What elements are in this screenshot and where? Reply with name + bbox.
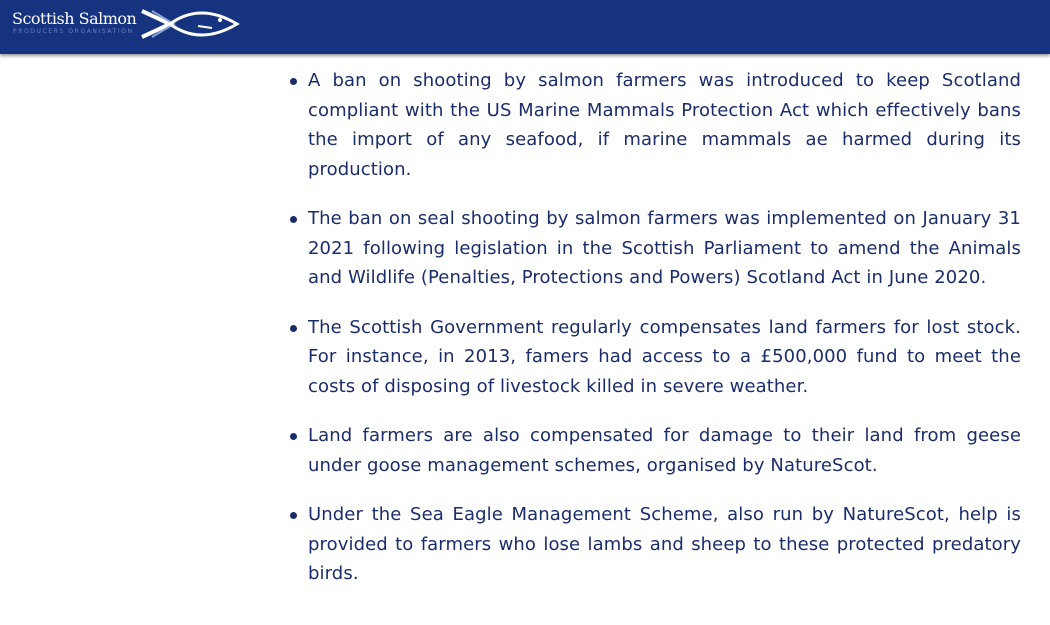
- list-item: Under the Sea Eagle Management Scheme, also run by NatureScot, help is provided to farmers who lose lambs and sheep to these protected predatory birds.: [288, 500, 1021, 589]
- list-item: A ban on shooting by salmon farmers was introduced to keep Scotland compliant with the US Marine Mammals Protection Act which effectively bans the import of any seafood, if marine mammals ae harmed during its production.: [288, 66, 1021, 184]
- brand-name: Scottish Salmon: [12, 9, 137, 28]
- list-item: The ban on seal shooting by salmon farmers was implemented on January 31 2021 following legislation in the Scottish Parliament to amend the Animals and Wildlife (Penalties, Protections and Powers) Scotland Act in June 2020.: [288, 204, 1021, 293]
- bullet-list: [288, 66, 1021, 609]
- list-item: The Scottish Government regularly compensates land farmers for lost stock. For instance, in 2013, famers had access to a £500,000 fund to meet the costs of disposing of livestock killed in severe weather.: [288, 313, 1021, 402]
- site-header: [0, 0, 1050, 54]
- list-item: Land farmers are also compensated for damage to their land from geese under goose management schemes, organised by NatureScot.: [288, 421, 1021, 480]
- fish-icon: [140, 8, 240, 40]
- brand-subtitle: PRODUCERS ORGANISATION: [13, 28, 134, 35]
